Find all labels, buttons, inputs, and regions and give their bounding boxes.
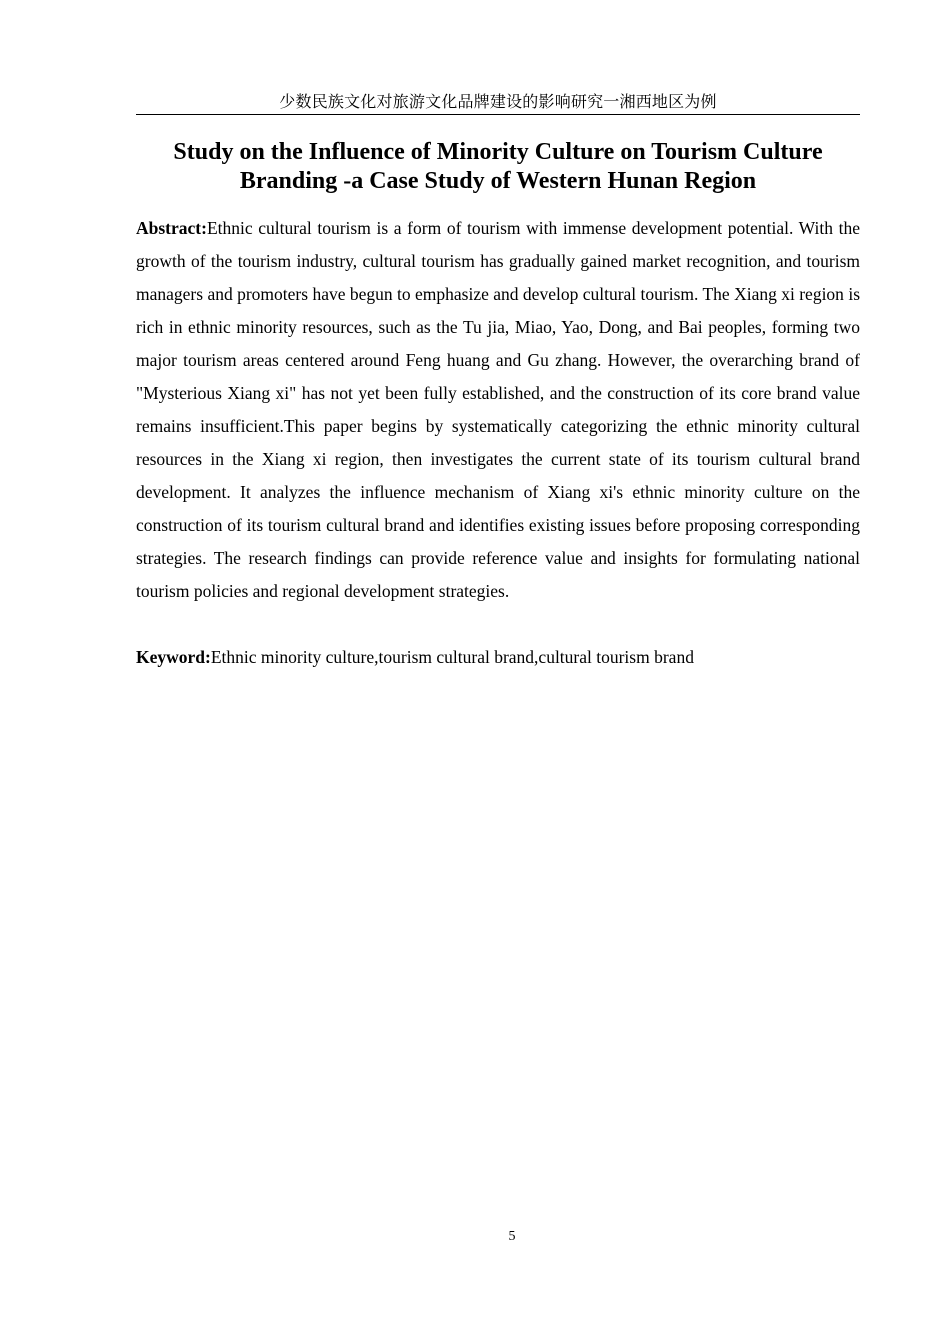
page-number: 5 [508, 1229, 516, 1244]
abstract-text: Ethnic cultural tourism is a form of tourism with immense development potential. With the growth of the tourism industry, cultural tourism has gradually gained market recognition, and tourism managers and promoters have begun to emphasize and develop cultural tourism. The Xiang xi region is rich in ethnic minority resources, such as the Tu jia, Miao, Yao, Dong, and Bai peoples, forming two major tourism areas centered around Feng huang and Gu zhang. However, the overarching brand of "Mysterious Xiang xi" has not yet been fully established, and the construction of its core brand value remains insufficient.This paper begins by systematically categorizing the ethnic minority cultural resources in the Xiang xi region, then investigates the current state of its tourism cultural brand development. It analyzes the influence mechanism of Xiang xi's ethnic minority culture on the construction of its tourism cultural brand and identifies existing issues before proposing corresponding strategies. The research findings can provide reference value and insights for formulating national tourism policies and regional development strategies. [136, 218, 860, 601]
keyword-paragraph [136, 641, 860, 674]
running-header: 少数民族文化对旅游文化品牌建设的影响研究一湘西地区为例 [136, 90, 860, 115]
abstract-paragraph [136, 212, 860, 608]
keyword-text: Ethnic minority culture,tourism cultural brand,cultural tourism brand [210, 647, 694, 667]
abstract-label: Abstract: [136, 218, 207, 238]
paper-title: Study on the Influence of Minority Culture on Tourism Culture Branding -a Case Study of Western Hunan Region [173, 139, 823, 194]
keyword-label: Keyword: [136, 647, 211, 667]
